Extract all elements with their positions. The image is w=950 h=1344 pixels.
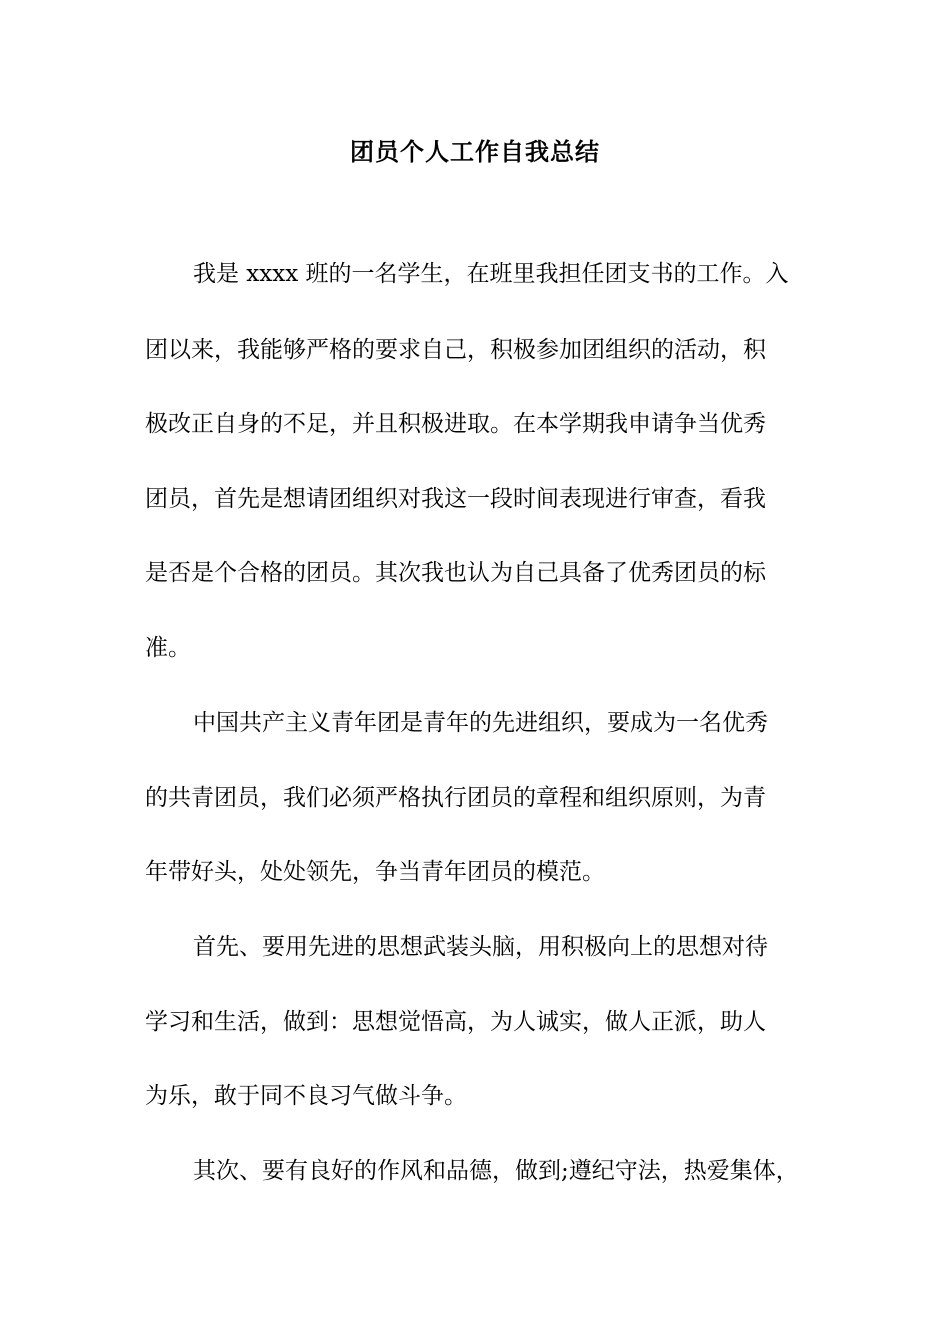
paragraph-2-line-2: 的共青团员，我们必须严格执行团员的章程和组织原则，为青 — [145, 785, 766, 811]
paragraph-1-line-5: 是否是个合格的团员。其次我也认为自己具备了优秀团员的标 — [145, 560, 766, 586]
paragraph-3-line-3: 为乐，敢于同不良习气做斗争。 — [145, 1083, 467, 1109]
paragraph-3-line-2: 学习和生活，做到：思想觉悟高，为人诚实，做人正派，助人 — [145, 1009, 766, 1035]
paragraph-1-line-1: 我是 xxxx 班的一名学生，在班里我担任团支书的工作。入 — [193, 261, 789, 287]
paragraph-1-line-6: 准。 — [145, 635, 191, 661]
paragraph-1-line-2: 团以来，我能够严格的要求自己，积极参加团组织的活动，积 — [145, 337, 766, 363]
document-title: 团员个人工作自我总结 — [350, 137, 600, 166]
paragraph-1-line-4: 团员，首先是想请团组织对我这一段时间表现进行审查，看我 — [145, 486, 766, 512]
paragraph-2-line-1: 中国共产主义青年团是青年的先进组织，要成为一名优秀 — [193, 710, 768, 736]
paragraph-2-line-3: 年带好头，处处领先，争当青年团员的模范。 — [145, 859, 605, 885]
paragraph-3-line-1: 首先、要用先进的思想武装头脑，用积极向上的思想对待 — [193, 934, 768, 960]
paragraph-4-line-1: 其次、要有良好的作风和品德，做到;遵纪守法，热爱集体， — [193, 1158, 799, 1184]
paragraph-1-line-3: 极改正自身的不足，并且积极进取。在本学期我申请争当优秀 — [145, 411, 766, 437]
